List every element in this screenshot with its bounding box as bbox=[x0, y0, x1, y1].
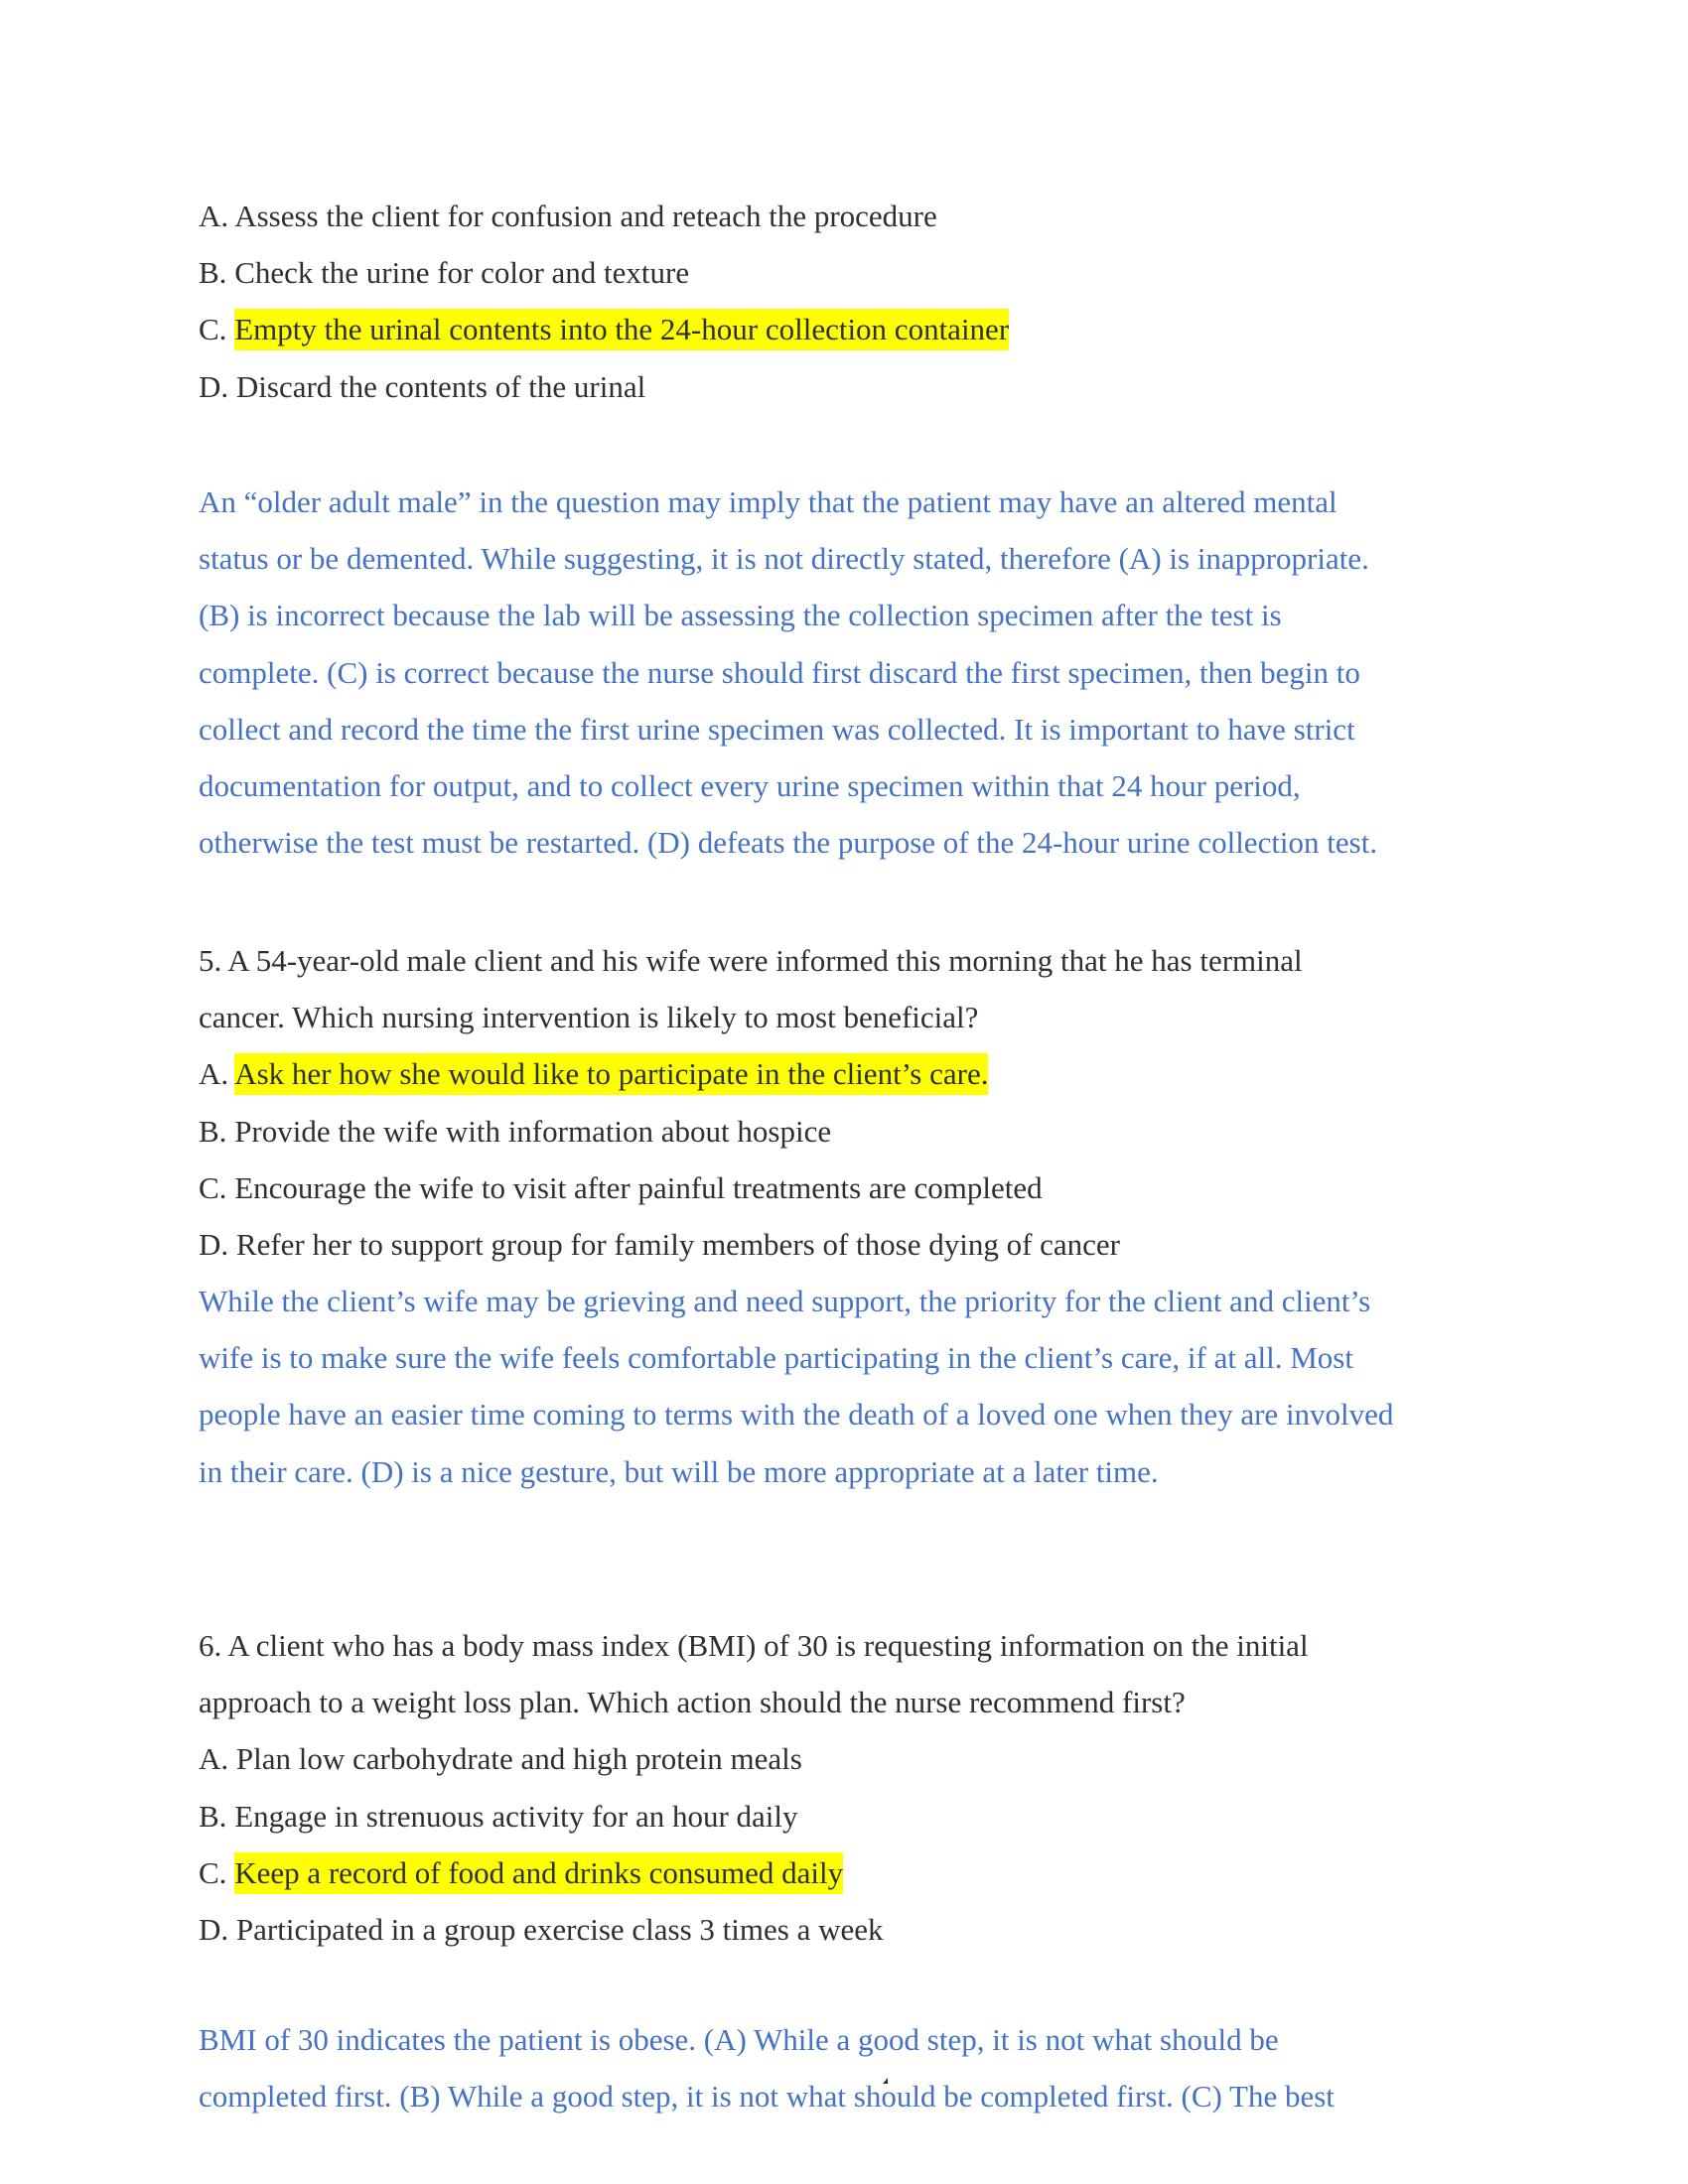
q6-question-line: approach to a weight loss plan. Which action should the nurse recommend first? bbox=[199, 1685, 1186, 1720]
q6 bbox=[199, 1617, 1509, 1958]
answer-highlight: Empty the urinal contents into the 24-hour collection container bbox=[234, 309, 1009, 350]
q5-option-c: C. Encourage the wife to visit after painful treatments are completed bbox=[199, 1169, 1043, 1205]
explanation-line: documentation for output, and to collect every urine specimen within that 24 hour period, bbox=[199, 767, 1301, 803]
explanation-line: completed first. (B) While a good step, it is not what should be completed first. (C) The best bbox=[199, 2079, 1335, 2115]
q4-option-b: B. Check the urine for color and texture bbox=[199, 255, 690, 291]
q6-question-line: 6. A client who has a body mass index (BMI) of 30 is requesting information on the initial bbox=[199, 1628, 1309, 1663]
explanation-line: complete. (C) is correct because the nurse should first discard the first specimen, then begin to bbox=[199, 654, 1360, 690]
q4-explanation bbox=[199, 474, 1509, 871]
q5-question-line: 5. A 54-year-old male client and his wife were informed this morning that he has terminal bbox=[199, 943, 1303, 978]
explanation-line: collect and record the time the first urine specimen was collected. It is important to have strict bbox=[199, 711, 1355, 747]
answer-highlight: Keep a record of food and drinks consumed daily bbox=[234, 1852, 843, 1894]
q6-option-a: A. Plan low carbohydrate and high protein meals bbox=[199, 1741, 802, 1777]
q4-option-c-correct: C. Empty the urinal contents into the 24-hour collection container bbox=[199, 301, 1509, 357]
explanation-line: BMI of 30 indicates the patient is obese. (A) While a good step, it is not what should be bbox=[199, 2022, 1279, 2057]
q6-option-d: D. Participated in a group exercise class 3 times a week bbox=[199, 1911, 884, 1947]
explanation-line: wife is to make sure the wife feels comfortable participating in the client’s care, if at all. Most bbox=[199, 1340, 1353, 1376]
explanation-line: status or be demented. While suggesting, it is not directly stated, therefore (A) is inappropriate. bbox=[199, 541, 1369, 577]
explanation-line: While the client’s wife may be grieving and need support, the priority for the client and client’s bbox=[199, 1284, 1371, 1318]
explanation-line: (B) is incorrect because the lab will be assessing the collection specimen after the test is bbox=[199, 598, 1282, 633]
explanation-line: in their care. (D) is a nice gesture, but will be more appropriate at a later time. bbox=[199, 1453, 1159, 1489]
q6-option-b: B. Engage in strenuous activity for an hour daily bbox=[199, 1798, 798, 1834]
answer-highlight: Ask her how she would like to participate in the client’s care. bbox=[234, 1053, 988, 1095]
page-number-fragment-icon bbox=[883, 2078, 888, 2084]
q5-explanation bbox=[199, 1273, 1509, 1500]
q4-option-d: D. Discard the contents of the urinal bbox=[199, 368, 646, 404]
explanation-line: An “older adult male” in the question may imply that the patient may have an altered mental bbox=[199, 484, 1337, 519]
q5-option-a-correct: A. Ask her how she would like to participate in the client’s care. bbox=[199, 1045, 1509, 1102]
q5 bbox=[199, 932, 1509, 1273]
q6-option-c-correct: C. Keep a record of food and drinks consumed daily bbox=[199, 1844, 1509, 1901]
q4-option-a: A. Assess the client for confusion and reteach the procedure bbox=[199, 199, 937, 233]
q5-option-b: B. Provide the wife with information about hospice bbox=[199, 1113, 832, 1149]
q6-explanation bbox=[199, 2011, 1509, 2124]
q5-question-line: cancer. Which nursing intervention is likely to most beneficial? bbox=[199, 1000, 979, 1035]
q5-option-d: D. Refer her to support group for family members of those dying of cancer bbox=[199, 1226, 1121, 1262]
q4-options bbox=[199, 188, 1509, 415]
explanation-line: otherwise the test must be restarted. (D) defeats the purpose of the 24-hour urine collection test. bbox=[199, 825, 1378, 861]
explanation-line: people have an easier time coming to terms with the death of a loved one when they are involved bbox=[199, 1397, 1394, 1433]
